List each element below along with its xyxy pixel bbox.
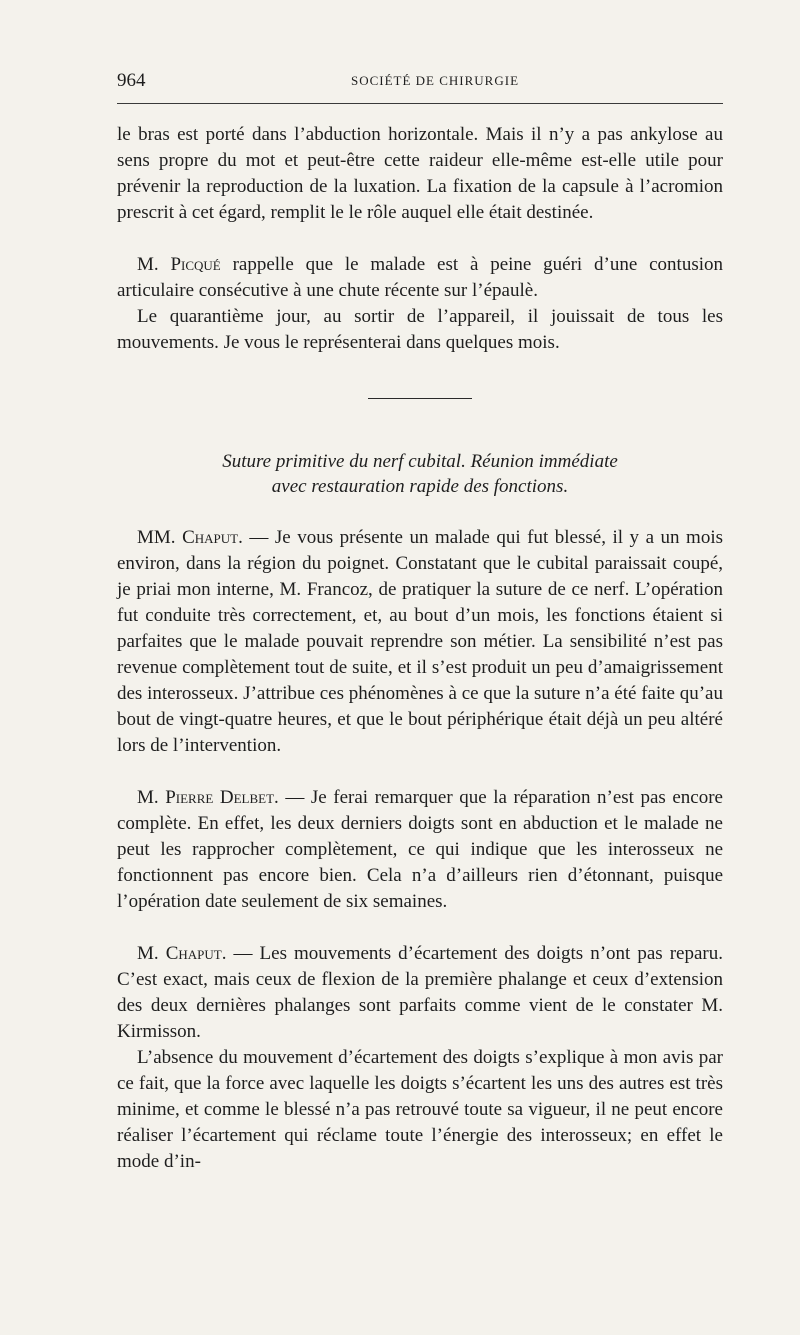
paragraph-chaput-2 bbox=[117, 941, 723, 1045]
page-number: 964 bbox=[117, 70, 146, 91]
section-title bbox=[117, 449, 723, 499]
paragraph-chaput-1 bbox=[117, 525, 723, 759]
paragraph-text: . — Les mouvements d’écartement des doigts n’ont pas reparu. C’est exact, mais ceux de flexion de la première phalange et ceux d’extension des deux dernières phalanges sont parfaits comme vient de le constater M. Kirmisson. bbox=[117, 943, 723, 1042]
page-header bbox=[117, 70, 723, 92]
body-text bbox=[117, 122, 723, 1175]
paragraph-delbet bbox=[117, 785, 723, 915]
paragraph-absence: L’absence du mouvement d’écartement des doigts s’explique à mon avis par ce fait, que la force avec laquelle les doigts s’écartent les uns des autres est très minime, et comme le blessé n’a pas retrouvé toute sa vigueur, il ne peut encore réaliser l’écartement qui réclame toute l’énergie des interosseux; en effet le mode d’in- bbox=[117, 1047, 723, 1172]
running-title: SOCIÉTÉ DE CHIRURGIE bbox=[350, 73, 520, 88]
speaker-name: Chaput bbox=[182, 527, 239, 548]
paragraph-text: . — Je ferai remarquer que la réparation n’est pas encore complète. En effet, les deux derniers doigts sont en abduction et le malade ne peut les rapprocher complètement, ce qui indique que les interosseux ne fonctionnent pas encore bien. Cela n’a d’ailleurs rien d’étonnant, puisque l’opération date seulement de six semaines. bbox=[117, 787, 723, 912]
paragraph-text: rappelle que le malade est à peine guéri d’une contusion articulaire consécutive à une chute récente sur l’épaulè. bbox=[117, 254, 723, 301]
paragraph-abduction: le bras est porté dans l’abduction horizontale. Mais il n’y a pas ankylose au sens propre du mot et peut-être cette raideur elle-même est-elle utile pour prévenir la reproduction de la luxation. La fixation de la capsule à l’acromion prescrit à cet égard, remplit le le rôle auquel elle était destinée. bbox=[117, 124, 723, 223]
paragraph-picque bbox=[117, 252, 723, 304]
section-title-line-2: avec restauration rapide des fonctions. bbox=[271, 476, 569, 497]
speaker-name: Chaput bbox=[165, 943, 222, 964]
paragraph-quarantieme: Le quarantième jour, au sortir de l’appareil, il jouissait de tous les mouvements. Je vous le représenterai dans quelques mois. bbox=[117, 306, 723, 353]
header-rule bbox=[117, 103, 723, 104]
paragraph-text: . — Je vous présente un malade qui fut blessé, il y a un mois environ, dans la région du poignet. Constatant que le cubital paraissait coupé, je priai mon interne, M. Francoz, de pratiquer la suture de ce nerf. L’opération fut conduite très correctement, et, au bout d’un mois, les fonctions étaient si parfaites que le malade pouvait reprendre son métier. La sensibilité n’est pas revenue complètement tout de suite, et il s’est produit un peu d’amaigrissement des interosseux. J’attribue ces phénomènes à ce que la suture n’a été faite qu’au bout de vingt-quatre heures, et que le bout périphérique était déjà un peu altéré lors de l’intervention. bbox=[117, 527, 723, 756]
speaker-name: M. Picqué bbox=[137, 254, 221, 275]
speaker-prefix: M. bbox=[137, 943, 166, 964]
section-title-line-1: Suture primitive du nerf cubital. Réunion immédiate bbox=[222, 451, 618, 472]
speaker-prefix: MM. bbox=[137, 527, 183, 548]
speaker-name: Pierre Delbet bbox=[165, 787, 275, 808]
speaker-prefix: M. bbox=[137, 787, 166, 808]
section-separator bbox=[368, 398, 472, 399]
